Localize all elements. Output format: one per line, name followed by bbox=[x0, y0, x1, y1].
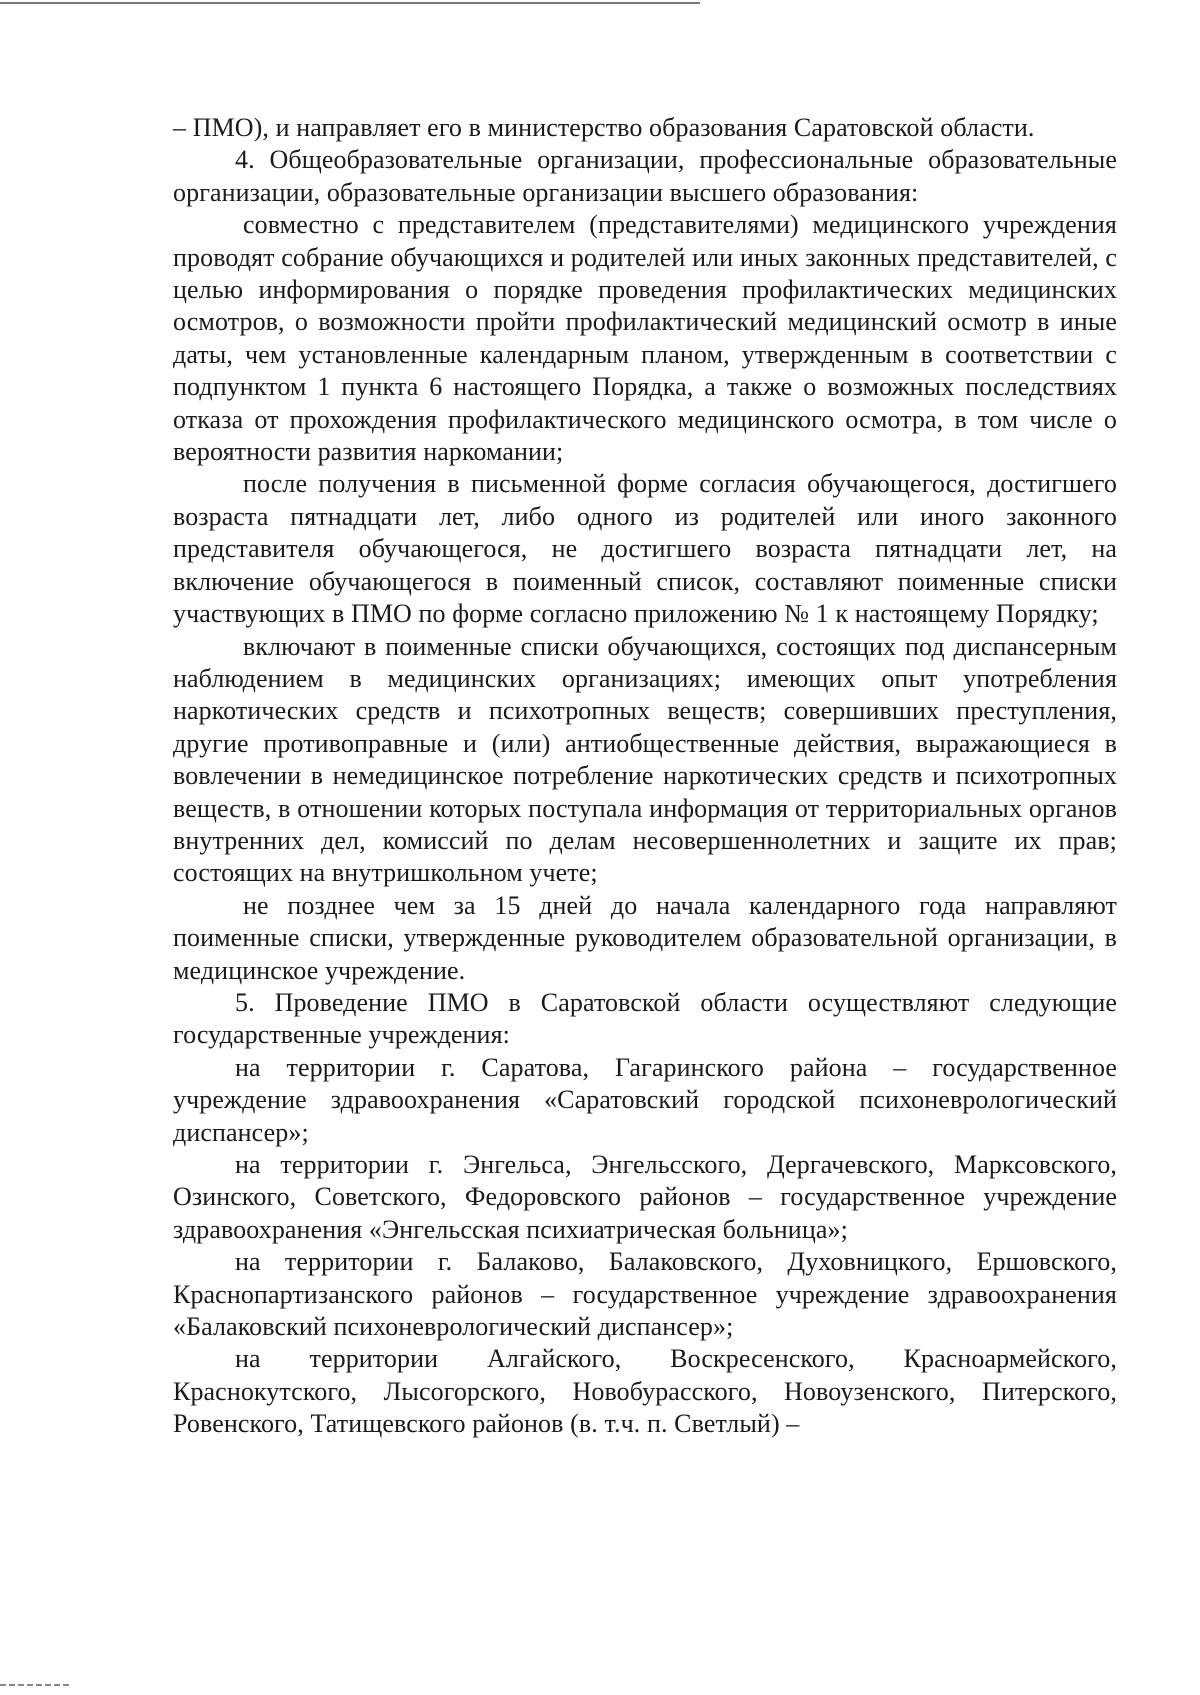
paragraph-consent: после получения в письменной форме согласия обучающегося, достигшего возраста пятнадцати лет, либо одного из родителей или иного законного представителя обучающегося, не достигшего возраста пятнадцати лет, на включение обучающегося в поименный список, составляют поименные списки участвующих в ПМО по форме согласно приложению № 1 к настоящему Порядку; bbox=[173, 469, 1117, 629]
paragraph-item-4: 4. Общеобразовательные организации, профессиональные образовательные организации, образовательные организации высшего образования: bbox=[173, 145, 1117, 207]
paragraph-include-lists: включают в поименные списки обучающихся, состоящих под диспансерным наблюдением в медицинских организациях; имеющих опыт употребления наркотических средств и психотропных веществ; совершивших преступления, другие противоправные и (или) антиобщественные действия, выражающиеся в вовлечении в немедицинское потребление наркотических средств и психотропных веществ, в отношении которых поступала информация от территориальных органов внутренних дел, комиссий по делам несовершеннолетних и защите их прав; состоящих на внутришкольном учете; bbox=[173, 631, 1117, 888]
paragraph-algay: на территории Алгайского, Воскресенского, Красноармейского, Краснокутского, Лысогорского, Новобурасского, Новоузенского, Питерского, Ровенского, Татищевского районов (в. т.ч. п. Светлый) – bbox=[173, 1344, 1117, 1439]
scan-edge-line-top bbox=[0, 2, 700, 4]
paragraph-meeting: совместно с представителем (представителями) медицинского учреждения проводят собрание обучающихся и родителей или иных законных представителей, с целью информирования о порядке проведения профилактических медицинских осмотров, о возможности пройти профилактический медицинский осмотр в иные даты, чем установленные календарным планом, утвержденным в соответствии с подпунктом 1 пункта 6 настоящего Порядка, а также о возможных последствиях отказа от прохождения профилактического медицинского осмотра, в том числе о вероятности развития наркомании; bbox=[173, 210, 1117, 467]
scan-edge-line-bottom bbox=[0, 1684, 70, 1686]
paragraph-engels: на территории г. Энгельса, Энгельсского, Дергачевского, Марксовского, Озинского, Советского, Федоровского районов – государственное учреждение здравоохранения «Энгельсская психиатрическая больница»; bbox=[173, 1150, 1117, 1244]
paragraph-deadline: не позднее чем за 15 дней до начала календарного года направляют поименные списки, утвержденные руководителем образовательной организации, в медицинское учреждение. bbox=[173, 890, 1117, 985]
paragraph-continuation: – ПМО), и направляет его в министерство образования Саратовской области. bbox=[173, 113, 1035, 142]
paragraph-saratov: на территории г. Саратова, Гагаринского района – государственное учреждение здравоохранения «Саратовский городской психоневрологический диспансер»; bbox=[173, 1052, 1117, 1147]
document-page bbox=[173, 112, 1117, 1441]
paragraph-item-5: 5. Проведение ПМО в Саратовской области осуществляют следующие государственные учреждения: bbox=[173, 987, 1117, 1050]
paragraph-balakovo: на территории г. Балаково, Балаковского, Духовницкого, Ершовского, Краснопартизанского районов – государственное учреждение здравоохранения «Балаковский психоневрологический диспансер»; bbox=[173, 1247, 1117, 1342]
